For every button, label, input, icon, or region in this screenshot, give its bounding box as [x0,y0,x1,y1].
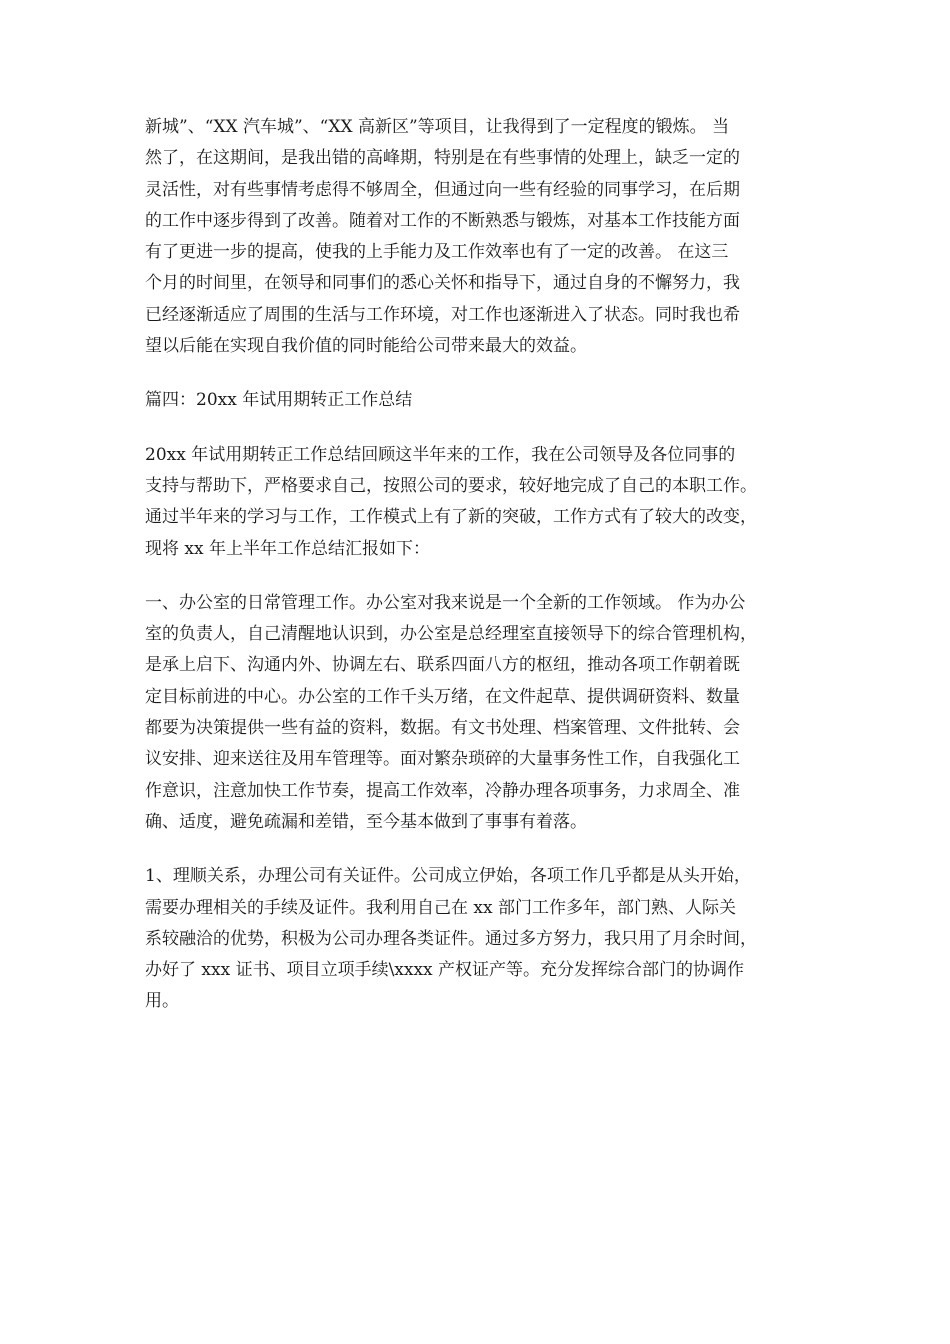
text-line: 20xx 年试用期转正工作总结回顾这半年来的工作，我在公司领导及各位同事的 [145,444,736,465]
text-line: 通过半年来的学习与工作，工作模式上有了新的突破，工作方式有了较大的改变， [145,507,757,528]
text-line: 现将 xx 年上半年工作总结汇报如下： [145,538,430,559]
text-line: 一、办公室的日常管理工作。办公室对我来说是一个全新的工作领域。 作为办公 [145,592,746,613]
text-line: 新城”、“XX 汽车城”、“XX 高新区”等项目，让我得到了一定程度的锻炼。 当 [145,117,730,137]
text-line: 确、适度，避免疏漏和差错，至今基本做到了事事有着落。 [145,811,587,832]
paragraph-office-management [145,588,810,838]
heading-line: 篇四：20xx 年试用期转正工作总结 [145,390,413,411]
paragraph-certificates [145,861,810,1017]
text-line: 然了，在这期间，是我出错的高峰期，特别是在有些事情的处理上，缺乏一定的 [145,148,740,169]
text-line: 望以后能在实现自我价值的同时能给公司带来最大的效益。 [145,336,587,357]
text-line: 是承上启下、沟通内外、协调左右、联系四面八方的枢纽，推动各项工作朝着既 [145,655,740,676]
text-line: 室的负责人，自己清醒地认识到，办公室是总经理室直接领导下的综合管理机构， [145,624,757,645]
text-line: 作意识，注意加快工作节奏，提高工作效率，冷静办理各项事务，力求周全、准 [145,780,740,801]
text-line: 的工作中逐步得到了改善。随着对工作的不断熟悉与锻炼，对基本工作技能方面 [145,210,740,231]
text-line: 用。 [145,991,179,1012]
document-body [145,112,810,1041]
text-line: 系较融洽的优势，积极为公司办理各类证件。通过多方努力，我只用了月余时间， [145,928,757,949]
text-line: 个月的时间里，在领导和同事们的悉心关怀和指导下，通过自身的不懈努力，我 [145,273,740,294]
text-line: 已经逐渐适应了周围的生活与工作环境，对工作也逐渐进入了状态。同时我也希 [145,304,740,325]
paragraph-intro [145,440,810,565]
text-line: 1、理顺关系，办理公司有关证件。公司成立伊始，各项工作几乎都是从头开始， [145,866,751,887]
text-line: 议安排、迎来送往及用车管理等。面对繁杂琐碎的大量事务性工作，自我强化工 [145,749,740,770]
text-line: 需要办理相关的手续及证件。我利用自己在 xx 部门工作多年，部门熟、人际关 [145,897,736,918]
paragraph-work-experience [145,112,810,362]
text-line: 都要为决策提供一些有益的资料，数据。有文书处理、档案管理、文件批转、会 [145,718,740,739]
text-line: 支持与帮助下，严格要求自己，按照公司的要求，较好地完成了自己的本职工作。 [145,475,757,496]
section-heading [145,385,810,416]
text-line: 有了更进一步的提高，使我的上手能力及工作效率也有了一定的改善。 在这三 [145,242,729,263]
text-line: 办好了 xxx 证书、项目立项手续\xxxx 产权证产等。充分发挥综合部门的协调作 [145,960,745,981]
text-line: 灵活性，对有些事情考虑得不够周全，但通过向一些有经验的同事学习，在后期 [145,179,740,200]
text-line: 定目标前进的中心。办公室的工作千头万绪，在文件起草、提供调研资料、数量 [145,686,740,707]
